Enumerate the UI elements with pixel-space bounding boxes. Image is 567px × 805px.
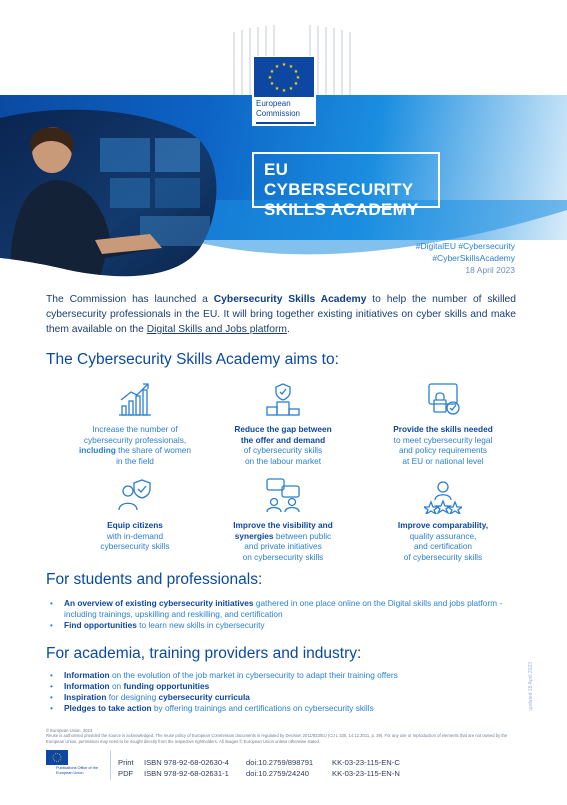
aim-2-last: on the labour market (244, 455, 322, 466)
academia-1-text: on the evolution of the job market in cybersecurity to adapt their training offers (109, 670, 398, 680)
students-1-text: gathered in one place online on the Digital skills and jobs platform - including trainings, upskilling and reskilling, and certification (64, 598, 503, 619)
academia-2-bold: Information (64, 681, 110, 691)
citizen-shield-icon (116, 476, 154, 514)
academia-3-text: for designing (106, 692, 159, 702)
legal-line1: © European Union, 2023 (46, 728, 93, 733)
isbn-row-print (118, 757, 432, 768)
certification-stars-icon (424, 476, 462, 514)
students-heading: For students and professionals: (46, 571, 263, 588)
svg-text:★: ★ (295, 75, 301, 81)
hashtags-line1: #DigitalEU #Cybersecurity (415, 241, 515, 251)
isbn-row-pdf (118, 768, 432, 779)
isbn-doi: doi:10.2759/898791 (246, 758, 314, 767)
hashtags-line2: #CyberSkillsAcademy (432, 253, 515, 263)
aim-2-line-2: the offer and demand (240, 434, 326, 445)
svg-text:★: ★ (293, 81, 299, 87)
list-item (50, 620, 512, 631)
aim-6-tail: quality assurance, (409, 530, 477, 541)
aim-1-tail: the share of women (115, 445, 192, 455)
academia-heading: For academia, training providers and industry: (46, 645, 362, 662)
footer-divider (110, 750, 111, 780)
ec-name (256, 99, 316, 119)
isbn-kind: PDF (118, 769, 134, 778)
list-item (50, 692, 512, 703)
aim-item-3 (368, 380, 518, 466)
intro-paragraph (46, 292, 516, 337)
aim-1-bold: including (78, 445, 116, 455)
isbn-catalogue: KK-03-23-115-EN-N (332, 769, 400, 778)
list-item (50, 681, 512, 692)
aim-1-last: in the field (116, 455, 154, 466)
eu-flag-icon (254, 57, 314, 97)
academia-3-bold: Inspiration (64, 692, 107, 702)
title-line2: SKILLS ACADEMY (264, 200, 419, 219)
aim-5-line-1: Improve the visibility and (233, 520, 333, 530)
publications-office-logo (46, 750, 106, 780)
growth-chart-icon (116, 380, 154, 418)
legal-notice (46, 728, 526, 744)
isbn-table (118, 757, 432, 779)
svg-text:★: ★ (267, 75, 273, 81)
aim-item-2 (208, 380, 358, 466)
publications-office-text: Publications Office of the European Union (56, 766, 98, 775)
eu-flag-icon (46, 750, 68, 765)
svg-text:★: ★ (269, 81, 275, 87)
svg-text:★: ★ (293, 69, 299, 75)
org-line2: Commission (256, 109, 301, 118)
aim-5-line-2: synergies (234, 530, 274, 541)
lock-check-icon (424, 380, 462, 418)
hero-photo (0, 108, 218, 278)
aims-heading: The Cybersecurity Skills Academy aims to: (46, 351, 339, 368)
svg-text:★: ★ (274, 86, 280, 92)
aim-4-tail: with in-demand (106, 530, 164, 541)
intro-text-2: to help the number of skilled cybersecurity professionals in the EU. It will bring together existing initiatives on cyber skills and make them available on the (46, 294, 516, 335)
legal-line2: Reuse is authorised provided the source is acknowledged. The reuse policy of European Commission documents is regulated by Decision 2011/833/EU (OJ L 330, 14.12.2011, p. 39). For any use or reproduction of elements that are not owned by the European Union, permission may need to be sought directly from the respective rightholders. All images © European Union unless otherwise stated. (46, 733, 508, 744)
aim-6-last: and certification (413, 541, 473, 551)
aim-item-4 (60, 476, 210, 552)
intro-text-3: . (286, 324, 290, 335)
aim-3-tail: to meet cybersecurity legal (393, 434, 493, 445)
title-line1: EU CYBERSECURITY (264, 160, 414, 199)
aim-item-5 (208, 476, 358, 562)
aim-2-line-1: Reduce the gap between (234, 424, 332, 434)
list-item (50, 670, 512, 681)
aim-1-line-1: Increase the number of (92, 424, 178, 434)
isbn-doi: doi:10.2759/24240 (246, 769, 309, 778)
isbn-kind: Print (118, 758, 134, 767)
students-2-text: to learn new skills in cybersecurity (136, 619, 265, 630)
academia-4-bold: Pledges to take action (64, 703, 152, 713)
intro-bold: Cybersecurity Skills Academy (213, 294, 367, 305)
org-line1: European (256, 99, 291, 108)
svg-text:★: ★ (288, 86, 294, 92)
students-2-bold: Find opportunities (64, 619, 137, 630)
aim-5-tail: between public (273, 530, 332, 541)
collaboration-icon (264, 476, 302, 514)
list-item (50, 703, 512, 714)
aim-4-line-1: Equip citizens (107, 520, 163, 530)
academia-3-bold2: cybersecurity curricula (158, 692, 250, 702)
aim-6-line-1: Improve comparability, (397, 520, 489, 530)
aim-3-line-1: Provide the skills needed (393, 424, 493, 434)
isbn-number: ISBN 978-92-68-02631-1 (144, 769, 229, 778)
aim-5-last: and private initiatives (244, 541, 322, 551)
students-list (50, 598, 512, 631)
academia-2-text: on (109, 681, 124, 691)
aim-6-extra: of cybersecurity skills (403, 551, 483, 562)
svg-text:★: ★ (281, 62, 287, 68)
aim-item-1 (60, 380, 210, 466)
publication-date: 18 April 2023 (465, 265, 515, 275)
isbn-number: ISBN 978-92-68-02630-4 (144, 758, 229, 767)
page-title (252, 152, 440, 219)
isbn-catalogue: KK-03-23-115-EN-C (332, 758, 400, 767)
svg-text:★: ★ (288, 64, 294, 70)
aim-item-6 (368, 476, 518, 562)
svg-text:★: ★ (281, 88, 287, 94)
academia-2-bold2: funding opportunities (123, 681, 210, 691)
aim-1-line-2: cybersecurity professionals, (83, 434, 187, 445)
ec-underline (256, 122, 314, 124)
podium-icon (264, 380, 302, 418)
academia-1-bold: Information (64, 670, 110, 680)
students-1-bold: An overview of existing cybersecurity initiatives (64, 598, 254, 608)
svg-text:★: ★ (269, 69, 275, 75)
aim-3-last: and policy requirements (398, 445, 488, 455)
hashtags (416, 240, 515, 276)
aim-5-extra: on cybersecurity skills (242, 551, 324, 562)
aim-4-last: cybersecurity skills (100, 541, 170, 551)
intro-text-1: The Commission has launched a (46, 294, 214, 305)
digital-skills-platform-link[interactable]: Digital Skills and Jobs platform (146, 324, 287, 335)
side-note: updated 18 April 2023 (528, 662, 534, 711)
academia-list (50, 670, 512, 714)
aim-2-tail: of cybersecurity skills (243, 445, 323, 455)
aim-3-extra: at EU or national level (402, 455, 484, 466)
svg-text:★: ★ (274, 64, 280, 70)
academia-4-text: by offering trainings and certifications on cybersecurity skills (151, 703, 374, 713)
list-item (50, 598, 512, 619)
